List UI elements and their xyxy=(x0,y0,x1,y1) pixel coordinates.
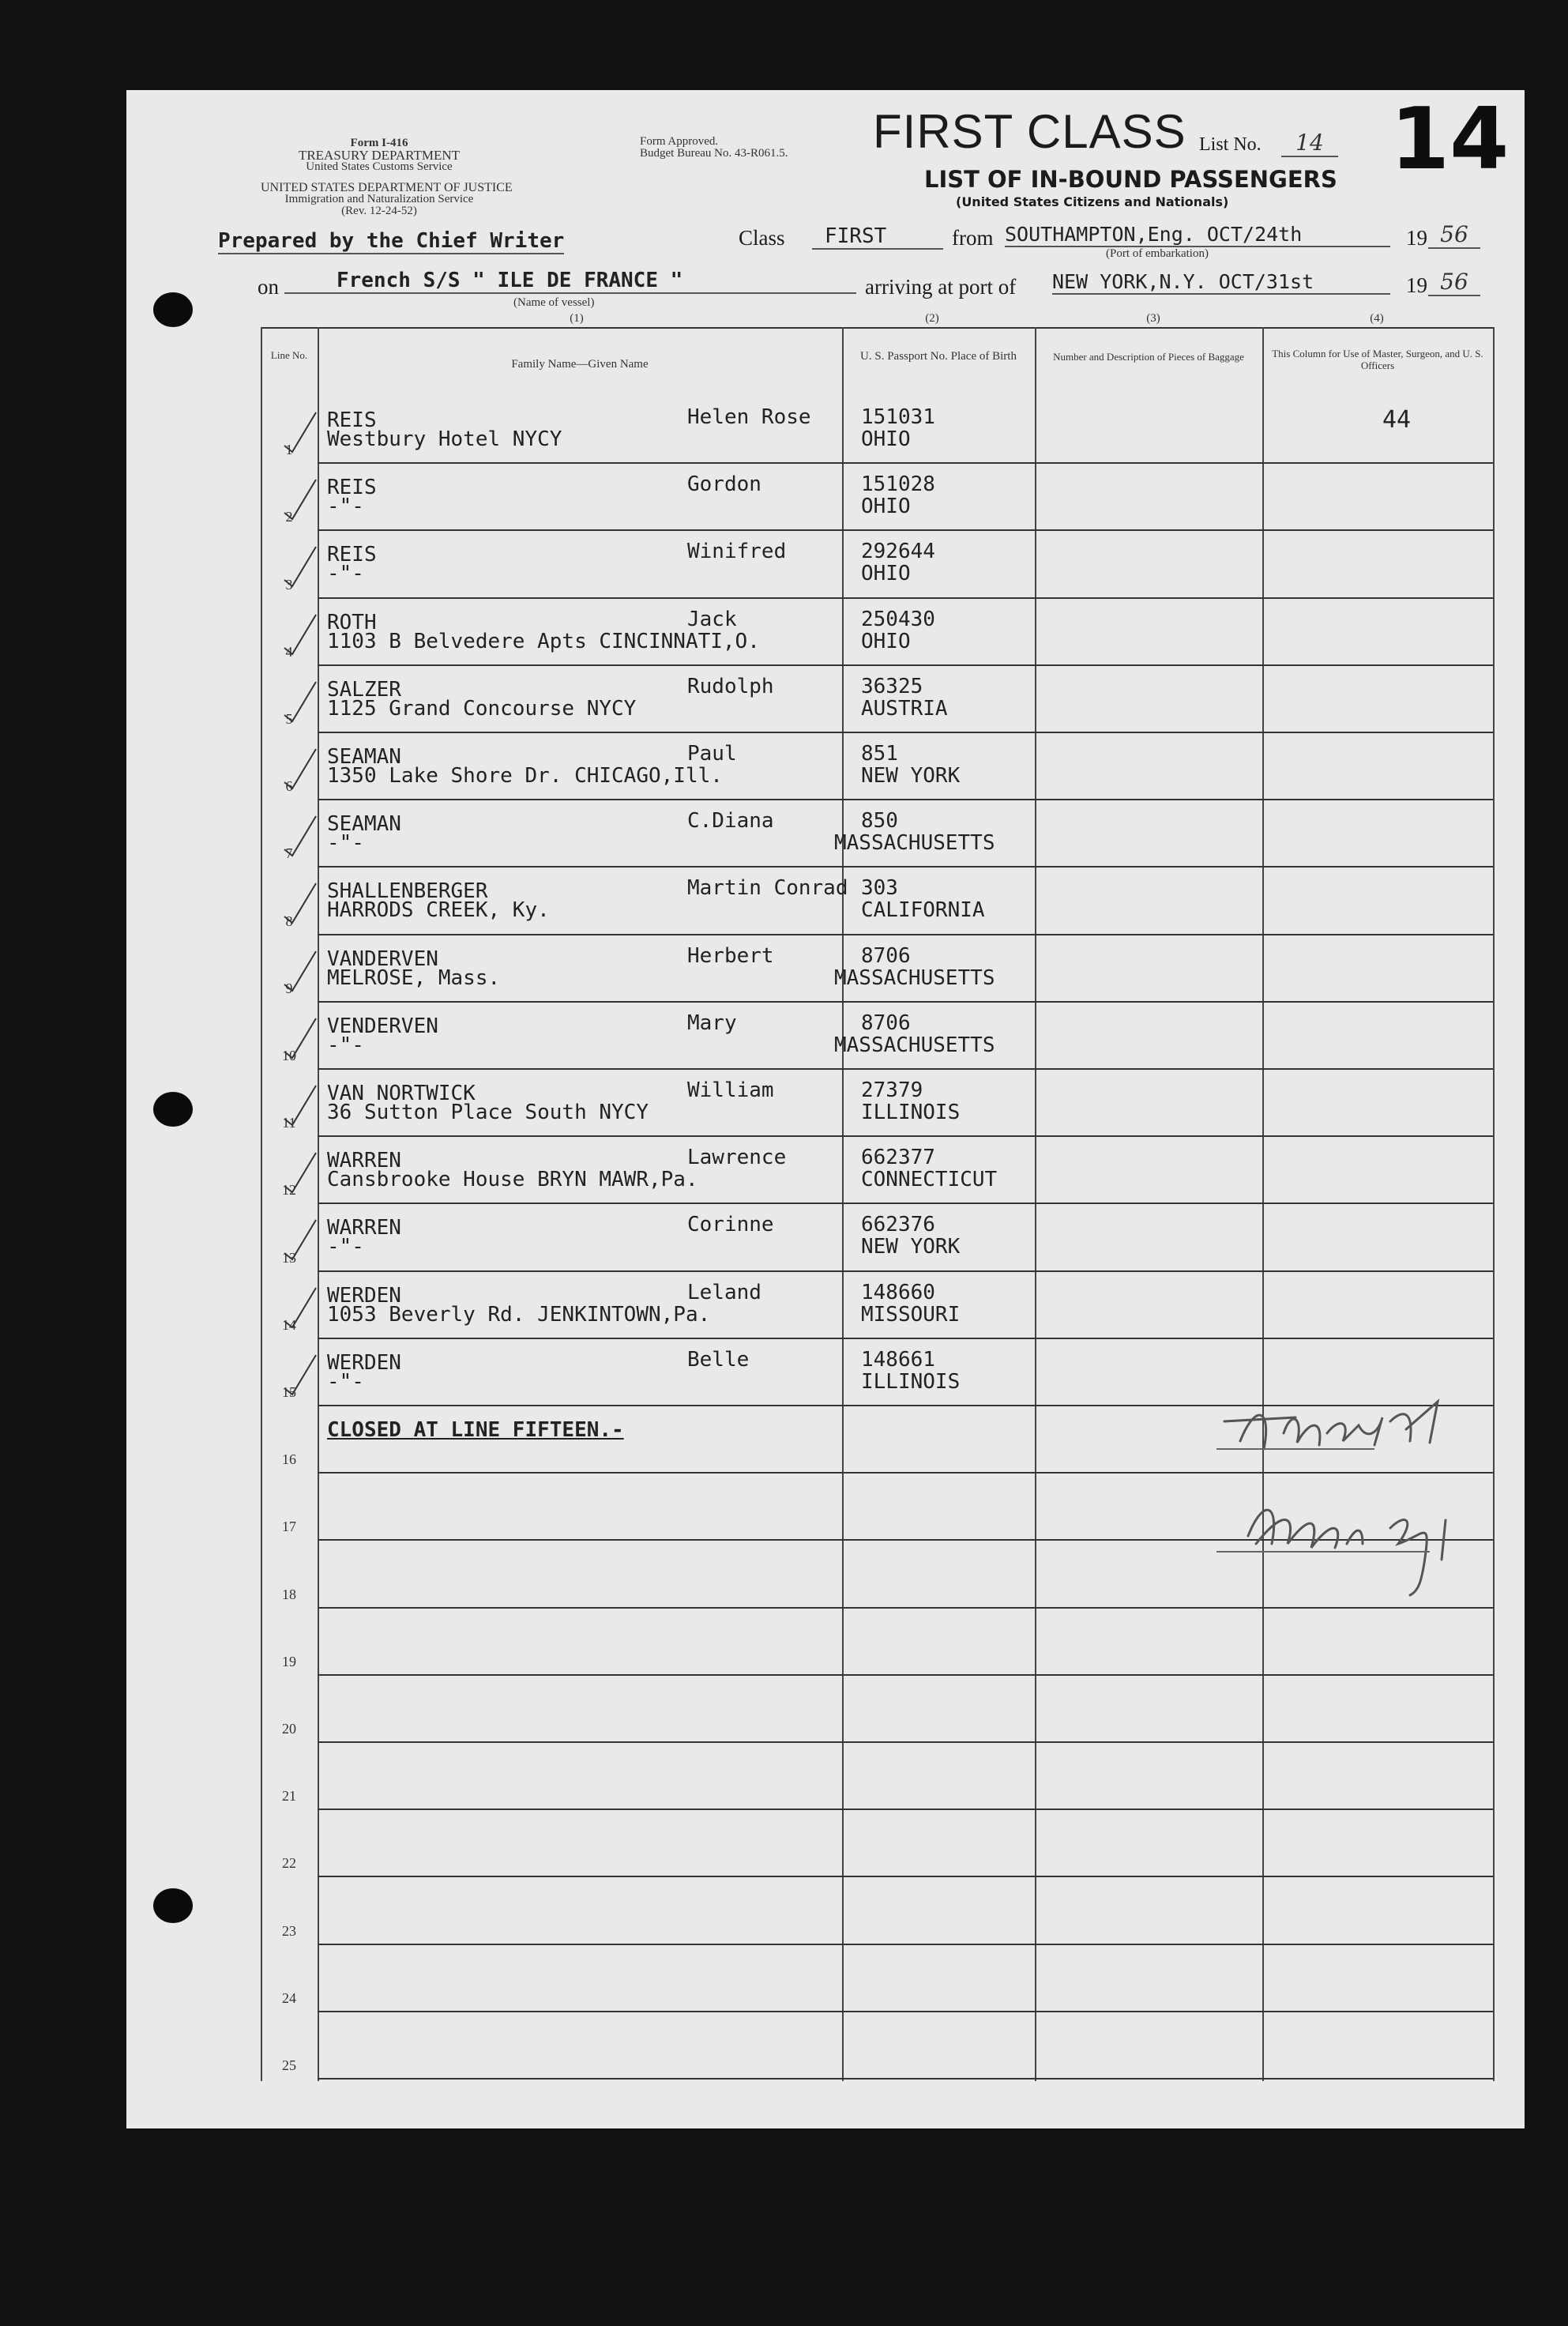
address: -"- xyxy=(327,831,364,856)
family-name: REIS xyxy=(327,408,377,432)
birth-place: OHIO xyxy=(861,629,911,653)
given-name: Lawrence xyxy=(687,1146,787,1170)
given-name: Paul xyxy=(687,742,737,766)
given-name: Jack xyxy=(687,607,737,631)
line-number: 12 xyxy=(282,1182,296,1199)
punch-hole xyxy=(153,1888,193,1923)
header-passport: U. S. Passport No. Place of Birth xyxy=(860,350,1017,363)
line-number: 15 xyxy=(282,1383,296,1400)
family-name: CLOSED AT LINE FIFTEEN.- xyxy=(327,1418,624,1442)
passport-number: 250430 xyxy=(861,607,935,631)
punch-hole xyxy=(153,292,193,327)
vessel-label: (Name of vessel) xyxy=(513,296,595,309)
birth-place: OHIO xyxy=(861,427,911,451)
line-number: 25 xyxy=(282,2057,296,2073)
check-mark xyxy=(261,810,324,857)
family-name: WARREN xyxy=(327,1149,401,1173)
table-row xyxy=(261,395,1493,462)
table-row xyxy=(261,1203,1493,1270)
officer-note: 44 xyxy=(1382,406,1412,434)
address: 1125 Grand Concourse NYCY xyxy=(327,696,637,721)
check-mark xyxy=(261,608,324,656)
passport-number: 662376 xyxy=(861,1213,935,1237)
line-number: 4 xyxy=(285,643,293,660)
check-mark xyxy=(261,1349,324,1396)
header-officers: This Column for Use of Master, Surgeon, and U. S. Officers xyxy=(1272,348,1483,371)
table-row xyxy=(261,529,1493,597)
given-name: Herbert xyxy=(687,943,774,968)
line-number: 20 xyxy=(282,1720,296,1737)
family-name: VANDERVEN xyxy=(327,947,438,971)
given-name: Leland xyxy=(687,1280,761,1304)
address: -"- xyxy=(327,1033,364,1057)
address: -"- xyxy=(327,1235,364,1259)
line-number: 16 xyxy=(282,1451,296,1468)
check-mark xyxy=(261,1012,324,1059)
check-mark xyxy=(261,743,324,790)
table-row xyxy=(261,462,1493,529)
line-number: 10 xyxy=(282,1047,296,1063)
arriving-label: arriving at port of xyxy=(865,275,1017,299)
birth-place: CONNECTICUT xyxy=(861,1168,998,1192)
table-row xyxy=(261,1001,1493,1068)
header-baggage: Number and Description of Pieces of Baggage xyxy=(1053,351,1244,363)
list-no-written: 14 xyxy=(1281,130,1338,157)
given-name: Helen Rose xyxy=(687,405,811,429)
table-row xyxy=(261,799,1493,866)
birth-place: ILLINOIS xyxy=(861,1369,961,1394)
vessel-name: French S/S " ILE DE FRANCE " xyxy=(284,269,856,294)
passenger-table xyxy=(261,327,1495,2081)
column-number: (3) xyxy=(1146,312,1160,325)
check-mark xyxy=(261,540,324,588)
from-value: SOUTHAMPTON,Eng. OCT/24th xyxy=(1005,223,1390,247)
family-name: VENDERVEN xyxy=(327,1014,438,1038)
family-name: REIS xyxy=(327,476,377,500)
budget-bureau: Budget Bureau No. 43-R061.5. xyxy=(640,147,788,160)
address: HARRODS CREEK, Ky. xyxy=(327,898,550,923)
given-name: William xyxy=(687,1078,774,1102)
passport-number: 151028 xyxy=(861,472,935,497)
approval-block xyxy=(640,136,788,160)
class-label: Class xyxy=(739,226,785,250)
table-row xyxy=(261,1876,1493,1943)
given-name: Mary xyxy=(687,1011,737,1035)
header-line-no: Line No. xyxy=(270,349,308,361)
table-row xyxy=(261,1068,1493,1135)
line-number: 18 xyxy=(282,1586,296,1602)
page-title: LIST OF IN-BOUND PASSENGERS xyxy=(924,166,1337,193)
family-name: WARREN xyxy=(327,1216,401,1240)
line-number: 1 xyxy=(285,442,293,458)
line-number: 7 xyxy=(285,845,293,862)
officer-signature xyxy=(1209,1386,1493,1686)
passport-number: 148661 xyxy=(861,1347,935,1372)
check-mark xyxy=(261,1214,324,1261)
customs-service: United States Customs Service xyxy=(306,160,453,173)
table-border-right xyxy=(1493,327,1495,2081)
family-name: REIS xyxy=(327,543,377,567)
line-number: 11 xyxy=(282,1115,296,1131)
passport-number: 662377 xyxy=(861,1146,935,1170)
birth-place: MASSACHUSETTS xyxy=(834,1033,995,1057)
passport-number: 8706 xyxy=(861,1011,911,1035)
form-approved: Form Approved. xyxy=(640,135,719,148)
birth-place: NEW YORK xyxy=(861,1235,961,1259)
from-year: 56 xyxy=(1428,221,1480,249)
given-name: Winifred xyxy=(687,540,787,564)
family-name: SEAMAN xyxy=(327,745,401,769)
line-number: 13 xyxy=(282,1249,296,1266)
on-label: on xyxy=(258,275,279,299)
address: -"- xyxy=(327,495,364,519)
class-stamp: FIRST CLASS xyxy=(873,105,1186,158)
arrival-year-prefix: 19 xyxy=(1406,273,1427,297)
arrival-value: NEW YORK,N.Y. OCT/31st xyxy=(1052,270,1390,295)
treasury-dept: TREASURY DEPARTMENT xyxy=(298,148,461,163)
birth-place: MASSACHUSETTS xyxy=(834,831,995,856)
passport-number: 27379 xyxy=(861,1078,923,1102)
table-row xyxy=(261,934,1493,1001)
birth-place: MISSOURI xyxy=(861,1302,961,1327)
address: 1350 Lake Shore Dr. CHICAGO,Ill. xyxy=(327,764,723,788)
passport-number: 148660 xyxy=(861,1280,935,1304)
column-number: (1) xyxy=(570,312,584,325)
line-number: 3 xyxy=(285,576,293,593)
birth-place: OHIO xyxy=(861,495,911,519)
line-number: 14 xyxy=(282,1316,296,1333)
address: 1053 Beverly Rd. JENKINTOWN,Pa. xyxy=(327,1302,711,1327)
line-number: 22 xyxy=(282,1855,296,1872)
check-mark xyxy=(261,1282,324,1329)
table-row xyxy=(261,1270,1493,1338)
list-no-large: 14 xyxy=(1390,90,1510,189)
birth-place: CALIFORNIA xyxy=(861,898,985,923)
line-number: 17 xyxy=(282,1519,296,1535)
address: -"- xyxy=(327,1369,364,1394)
family-name: WERDEN xyxy=(327,1283,401,1308)
given-name: Corinne xyxy=(687,1213,774,1237)
family-name: SHALLENBERGER xyxy=(327,879,488,904)
line-number: 8 xyxy=(285,913,293,929)
page-subtitle: (United States Citizens and Nationals) xyxy=(956,194,1229,209)
passport-number: 303 xyxy=(861,876,898,901)
check-mark xyxy=(261,1146,324,1194)
address: Cansbrooke House BRYN MAWR,Pa. xyxy=(327,1168,698,1192)
prepared-by: Prepared by the Chief Writer xyxy=(218,229,565,253)
form-number: Form I-416 xyxy=(350,137,408,149)
passport-number: 8706 xyxy=(861,943,911,968)
passport-number: 151031 xyxy=(861,405,935,429)
address: -"- xyxy=(327,562,364,586)
address: MELROSE, Mass. xyxy=(327,965,501,990)
justice-block xyxy=(261,181,513,217)
check-mark xyxy=(261,1079,324,1127)
family-name: VAN NORTWICK xyxy=(327,1082,476,1105)
birth-place: MASSACHUSETTS xyxy=(834,965,995,990)
passport-number: 292644 xyxy=(861,540,935,564)
port-embark-label: (Port of embarkation) xyxy=(1106,247,1209,260)
given-name: C.Diana xyxy=(687,809,774,834)
table-row xyxy=(261,597,1493,664)
family-name: ROTH xyxy=(327,610,377,634)
address: 36 Sutton Place South NYCY xyxy=(327,1101,649,1124)
table-row xyxy=(261,1135,1493,1203)
class-value: FIRST xyxy=(812,224,943,250)
check-mark xyxy=(261,877,324,924)
agency-block xyxy=(261,137,498,173)
ins-service: Immigration and Naturalization Service xyxy=(284,193,474,205)
table-top-border xyxy=(261,327,1495,329)
table-row xyxy=(261,2011,1493,2078)
passport-number: 36325 xyxy=(861,674,923,698)
column-number: (2) xyxy=(925,312,939,325)
check-mark xyxy=(261,945,324,992)
punch-hole xyxy=(153,1092,193,1127)
table-row xyxy=(261,732,1493,799)
arrival-year: 56 xyxy=(1428,269,1480,296)
check-mark xyxy=(261,473,324,521)
manifest-sheet xyxy=(126,90,1525,2128)
family-name: WERDEN xyxy=(327,1350,401,1375)
family-name: SEAMAN xyxy=(327,812,401,837)
table-row xyxy=(261,664,1493,732)
list-no-label: List No. xyxy=(1199,134,1262,155)
table-row xyxy=(261,866,1493,933)
header-name: Family Name—Given Name xyxy=(511,358,649,371)
given-name: Rudolph xyxy=(687,674,774,698)
passport-number: 851 xyxy=(861,742,898,766)
check-mark xyxy=(261,406,324,454)
line-number: 5 xyxy=(285,710,293,727)
column-number: (4) xyxy=(1370,312,1384,325)
birth-place: OHIO xyxy=(861,562,911,586)
line-number: 21 xyxy=(282,1788,296,1805)
family-name: SALZER xyxy=(327,677,401,702)
given-name: Belle xyxy=(687,1347,750,1372)
from-label: from xyxy=(952,226,994,250)
line-number: 19 xyxy=(282,1653,296,1669)
birth-place: AUSTRIA xyxy=(861,696,948,721)
table-row xyxy=(261,1808,1493,1876)
line-number: 2 xyxy=(285,509,293,525)
birth-place: ILLINOIS xyxy=(861,1101,961,1124)
justice-dept: UNITED STATES DEPARTMENT OF JUSTICE xyxy=(261,181,513,194)
table-row xyxy=(261,1944,1493,2011)
table-row xyxy=(261,1741,1493,1808)
address: 1103 B Belvedere Apts CINCINNATI,O. xyxy=(327,629,760,653)
given-name: Martin Conrad xyxy=(687,876,848,901)
from-year-prefix: 19 xyxy=(1406,226,1427,250)
line-number: 24 xyxy=(282,1989,296,2006)
line-number: 6 xyxy=(285,778,293,795)
check-mark xyxy=(261,676,324,723)
line-number: 23 xyxy=(282,1922,296,1939)
address: Westbury Hotel NYCY xyxy=(327,427,562,451)
given-name: Gordon xyxy=(687,472,761,497)
line-number: 9 xyxy=(285,980,293,996)
revision: (Rev. 12-24-52) xyxy=(341,205,417,217)
passport-number: 850 xyxy=(861,809,898,834)
birth-place: NEW YORK xyxy=(861,764,961,788)
row-rule xyxy=(318,2078,1493,2079)
